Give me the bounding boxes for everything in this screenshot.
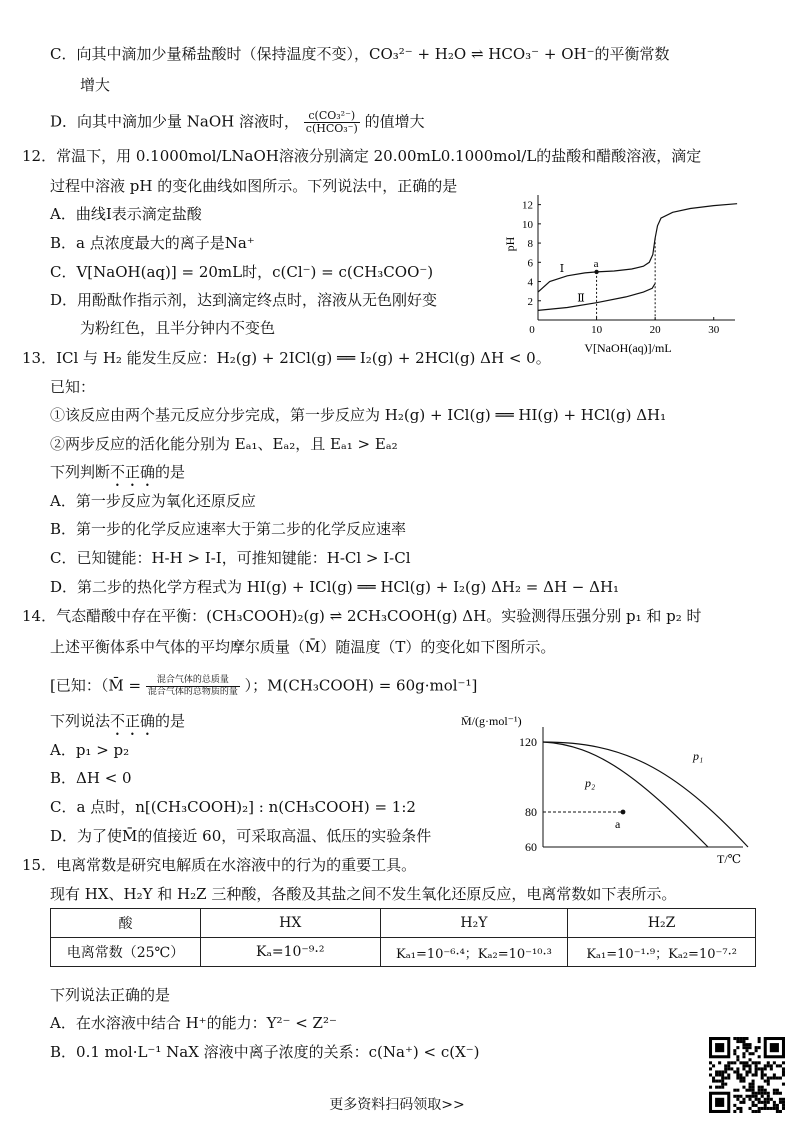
table-header-cell: H₂Z <box>568 909 756 938</box>
qr-module <box>736 1077 739 1080</box>
qr-module <box>730 1061 733 1064</box>
qr-module <box>712 1080 715 1083</box>
qr-module <box>745 1049 748 1052</box>
titration-chart-xlabel: V[NaOH(aq)]/mL <box>584 341 672 355</box>
fraction-denominator: c(HCO₃⁻) <box>305 122 358 135</box>
y-tick-label: 120 <box>519 735 537 749</box>
y-tick-label: 12 <box>522 199 533 212</box>
qr-module <box>742 1046 745 1049</box>
q12-stem: 12．常温下，用 0.1000mol/LNaOH溶液分别滴定 20.00mL0.1000mol/L的盐酸和醋酸溶液，滴定 <box>22 147 702 165</box>
q13-stem: 13．ICl 与 H₂ 能发生反应：H₂(g) + 2ICl(g) ══ I₂(g) + 2HCl(g) ΔH < 0。 <box>22 349 551 367</box>
qr-module <box>742 1067 745 1070</box>
qr-module <box>764 1073 767 1076</box>
qr-module <box>773 1073 776 1076</box>
q11-option-c: C．向其中滴加少量稀盐酸时（保持温度不变），CO₃²⁻ + H₂O ⇌ HCO₃⁻ + OH⁻的平衡常数 <box>50 45 670 63</box>
qr-module <box>745 1043 748 1046</box>
qr-module <box>709 1061 712 1064</box>
qr-module <box>758 1055 761 1058</box>
qr-module <box>745 1089 748 1092</box>
qr-module <box>745 1037 748 1040</box>
qr-module <box>755 1064 758 1067</box>
qr-module <box>742 1040 745 1043</box>
qr-module <box>718 1086 721 1089</box>
qr-module <box>755 1073 758 1076</box>
series-label-p1: p₁ <box>693 749 704 763</box>
q14-option-c: C．a 点时，n[(CH₃COOH)₂] : n(CH₃COOH) = 1:2 <box>50 798 416 816</box>
qr-module <box>752 1061 755 1064</box>
q13-ask <box>50 462 185 490</box>
qr-module <box>745 1070 748 1073</box>
qr-module <box>776 1077 779 1080</box>
point-a-label: a <box>615 817 621 831</box>
qr-module <box>733 1089 736 1092</box>
titration-chart <box>500 172 740 357</box>
qr-module <box>739 1040 742 1043</box>
qr-module <box>749 1064 752 1067</box>
qr-module <box>742 1055 745 1058</box>
table-cell: 电离常数（25℃） <box>51 938 201 967</box>
qr-module <box>749 1046 752 1049</box>
molar-mass-fraction <box>146 675 240 698</box>
qr-module <box>773 1089 776 1092</box>
qr-module <box>736 1055 739 1058</box>
qr-module <box>749 1052 752 1055</box>
table-header-cell: 酸 <box>51 909 201 938</box>
table-row <box>51 909 756 938</box>
qr-module <box>718 1070 721 1073</box>
qr-module <box>749 1070 752 1073</box>
q13-ask-emph: 不正确 <box>110 463 156 481</box>
q14-option-b: B．ΔH < 0 <box>50 769 132 787</box>
q11-option-d-text: D．向其中滴加少量 NaOH 溶液时， <box>50 112 300 131</box>
qr-module <box>736 1089 739 1092</box>
q15-option-b: B．0.1 mol·L⁻¹ NaX 溶液中离子浓度的关系：c(Na⁺) < c(X⁻) <box>50 1043 480 1061</box>
qr-module <box>709 1073 712 1076</box>
qr-module <box>721 1077 724 1080</box>
q14-known-a: [已知：（M̄ = <box>50 676 142 695</box>
qr-module <box>736 1070 739 1073</box>
qr-module <box>749 1067 752 1070</box>
qr-module <box>749 1043 752 1046</box>
qr-module <box>739 1073 742 1076</box>
qr-module <box>776 1089 779 1092</box>
qr-module <box>721 1070 724 1073</box>
qr-module <box>727 1073 730 1076</box>
qr-module <box>712 1064 715 1067</box>
q12-option-a: A．曲线Ⅰ表示滴定盐酸 <box>50 205 202 223</box>
qr-module <box>742 1052 745 1055</box>
q13-option-b: B．第一步的化学反应速率大于第二步的化学反应速率 <box>50 520 407 538</box>
qr-module <box>724 1083 727 1086</box>
qr-module <box>770 1067 773 1070</box>
qr-module <box>736 1037 739 1040</box>
series-line-p1 <box>543 742 748 847</box>
q12-stem-cont: 过程中溶液 pH 的变化曲线如图所示。下列说法中，正确的是 <box>50 177 458 195</box>
qr-module <box>739 1061 742 1064</box>
qr-module <box>724 1077 727 1080</box>
qr-module <box>749 1086 752 1089</box>
qr-module <box>776 1064 779 1067</box>
qr-module <box>782 1073 785 1076</box>
y-tick-label: 2 <box>527 295 533 308</box>
x-tick-label: 30 <box>708 324 720 336</box>
qr-module <box>767 1080 770 1083</box>
qr-module <box>721 1073 724 1076</box>
qr-module <box>758 1086 761 1089</box>
qr-module <box>736 1058 739 1061</box>
qr-module <box>715 1080 718 1083</box>
qr-module <box>739 1080 742 1083</box>
q13-ask-c: 的是 <box>155 463 186 481</box>
qr-module <box>712 1077 715 1080</box>
qr-module <box>733 1052 736 1055</box>
q15-ask: 下列说法正确的是 <box>50 986 171 1004</box>
qr-module <box>761 1070 764 1073</box>
q15-option-a: A．在水溶液中结合 H⁺的能力：Y²⁻ < Z²⁻ <box>50 1014 337 1032</box>
qr-module <box>718 1073 721 1076</box>
x-tick-label: 0 <box>529 324 535 336</box>
qr-module <box>739 1077 742 1080</box>
qr-module <box>733 1070 736 1073</box>
qr-module <box>767 1083 770 1086</box>
qr-module <box>745 1046 748 1049</box>
qr-module <box>752 1080 755 1083</box>
qr-module <box>749 1083 752 1086</box>
qr-module <box>715 1070 718 1073</box>
q11-option-d <box>50 110 425 135</box>
qr-module <box>736 1046 739 1049</box>
qr-module <box>758 1040 761 1043</box>
qr-module <box>736 1067 739 1070</box>
y-tick-label: 4 <box>527 276 533 289</box>
table-cell: Kₐ₁=10⁻⁶·⁴；Kₐ₂=10⁻¹⁰·³ <box>380 938 568 967</box>
q14-option-d: D．为了使M̄的值接近 60，可采取高温、低压的实验条件 <box>50 827 432 845</box>
q14-stem: 14．气态醋酸中存在平衡：(CH₃COOH)₂(g) ⇌ 2CH₃COOH(g) ΔH。实验测得压强分别 p₁ 和 p₂ 时 <box>22 607 702 625</box>
y-tick-label: 10 <box>522 218 533 231</box>
qr-module <box>764 1067 767 1070</box>
qr-module <box>709 1086 712 1089</box>
qr-module <box>749 1089 752 1092</box>
q13-option-c: C．已知键能：H-H > I-I，可推知键能：H-Cl > I-Cl <box>50 549 411 567</box>
q12-option-b: B．a 点浓度最大的离子是Na⁺ <box>50 234 255 252</box>
q11-option-d-tail: 的值增大 <box>364 112 425 131</box>
qr-module <box>767 1064 770 1067</box>
qr-module <box>779 1064 782 1067</box>
qr-module <box>742 1037 745 1040</box>
table-header-cell: H₂Y <box>380 909 568 938</box>
qr-module <box>733 1061 736 1064</box>
y-tick-label: 6 <box>527 257 533 270</box>
qr-module <box>764 1089 767 1092</box>
qr-module <box>749 1058 752 1061</box>
footer-text: 更多资料扫码领取>> <box>329 1097 465 1113</box>
molar-mass-numerator: 混合气体的总质量 <box>146 675 240 687</box>
qr-module <box>742 1064 745 1067</box>
qr-module <box>755 1046 758 1049</box>
qr-module <box>727 1077 730 1080</box>
qr-module <box>727 1061 730 1064</box>
qr-module <box>761 1089 764 1092</box>
qr-module <box>730 1067 733 1070</box>
qr-module <box>727 1064 730 1067</box>
qr-module <box>742 1080 745 1083</box>
series-line-p2 <box>543 742 708 847</box>
q14-ask-emph: 不正确 <box>110 712 156 730</box>
q12-option-d-cont: 为粉红色，且半分钟内不变色 <box>80 319 276 337</box>
qr-module <box>773 1077 776 1080</box>
qr-module <box>758 1061 761 1064</box>
qr-module <box>724 1064 727 1067</box>
molar-mass-denominator: 混合气体的总物质的量 <box>147 687 238 697</box>
qr-module <box>721 1083 724 1086</box>
qr-module <box>773 1061 776 1064</box>
qr-module <box>767 1077 770 1080</box>
y-tick-label: 8 <box>527 238 533 251</box>
qr-module <box>742 1043 745 1046</box>
x-tick-label: 20 <box>649 324 661 336</box>
q13-option-a: A．第一步反应为氧化还原反应 <box>50 492 256 510</box>
qr-module <box>764 1064 767 1067</box>
qr-module <box>779 1077 782 1080</box>
qr-module <box>745 1061 748 1064</box>
qr-module <box>755 1070 758 1073</box>
qr-module <box>767 1061 770 1064</box>
qr-module <box>761 1086 764 1089</box>
qr-module <box>761 1067 764 1070</box>
qr-module <box>721 1080 724 1083</box>
qr-module <box>758 1067 761 1070</box>
qr-module <box>770 1077 773 1080</box>
qr-module <box>733 1037 736 1040</box>
x-tick-label: 10 <box>591 324 603 336</box>
q13-option-d: D．第二步的热化学方程式为 HI(g) + ICl(g) ══ HCl(g) + I₂(g) ΔH₂ = ΔH − ΔH₁ <box>50 578 620 596</box>
q14-known <box>50 675 477 698</box>
qr-module <box>736 1040 739 1043</box>
q14-known-b: ）；M(CH₃COOH) = 60g·mol⁻¹] <box>244 676 478 695</box>
qr-module <box>739 1037 742 1040</box>
qr-module <box>709 1067 712 1070</box>
qr-module <box>752 1083 755 1086</box>
qr-module <box>736 1073 739 1076</box>
table-cell: Kₐ₁=10⁻¹·⁹；Kₐ₂=10⁻⁷·² <box>568 938 756 967</box>
q11-option-c-cont: 增大 <box>80 76 111 94</box>
q12-option-c: C．V[NaOH(aq)] = 20mL时，c(Cl⁻) = c(CH₃COO⁻) <box>50 263 434 281</box>
qr-module <box>755 1061 758 1064</box>
qr-module <box>752 1052 755 1055</box>
series-label: Ⅱ <box>577 292 585 305</box>
ionization-constant-table <box>50 908 756 967</box>
qr-module <box>782 1061 785 1064</box>
qr-module <box>733 1049 736 1052</box>
qr-module <box>745 1073 748 1076</box>
qr-module <box>745 1064 748 1067</box>
molar-mass-chart-ylabel: M̄/(g·mol⁻¹) <box>461 714 522 728</box>
qr-module <box>742 1061 745 1064</box>
q13-ask-a: 下列判断 <box>50 463 111 481</box>
molar-mass-chart <box>455 705 755 865</box>
qr-module <box>715 1086 718 1089</box>
qr-module <box>752 1086 755 1089</box>
molar-mass-chart-xlabel: T/℃ <box>717 852 742 865</box>
qr-module <box>724 1070 727 1073</box>
q14-ask-c: 的是 <box>155 712 186 730</box>
qr-module <box>782 1083 785 1086</box>
q14-ask-a: 下列说法 <box>50 712 111 730</box>
qr-module <box>718 1080 721 1083</box>
qr-module <box>782 1067 785 1070</box>
qr-module <box>758 1046 761 1049</box>
q13-known-2: ②两步反应的活化能分别为 Eₐ₁、Eₐ₂，且 Eₐ₁ > Eₐ₂ <box>50 435 398 453</box>
q14-option-a: A．p₁ > p₂ <box>50 741 130 759</box>
table-header-cell: HX <box>200 909 380 938</box>
qr-module <box>721 1086 724 1089</box>
q14-stem-cont: 上述平衡体系中气体的平均摩尔质量（M̄）随温度（T）的变化如下图所示。 <box>50 638 556 656</box>
q12-option-d: D．用酚酞作指示剂，达到滴定终点时，溶液从无色刚好变 <box>50 291 438 309</box>
qr-module <box>727 1067 730 1070</box>
qr-module <box>752 1089 755 1092</box>
qr-module <box>782 1070 785 1073</box>
q14-ask <box>50 711 185 739</box>
qr-module <box>761 1073 764 1076</box>
qr-module <box>718 1061 721 1064</box>
y-tick-label: 80 <box>525 805 537 819</box>
point-a <box>594 270 598 274</box>
point-a-label: a <box>593 257 599 270</box>
titration-chart-ylabel: pH <box>503 236 517 252</box>
fraction-numerator: c(CO₃²⁻) <box>304 110 360 123</box>
qr-module <box>764 1080 767 1083</box>
qr-module <box>761 1077 764 1080</box>
table-cell: Kₐ=10⁻⁹·² <box>200 938 380 967</box>
qr-finder-core <box>770 1043 779 1052</box>
fraction <box>304 110 360 135</box>
qr-finder-core <box>715 1043 724 1052</box>
q13-known-1: ①该反应由两个基元反应分步完成，第一步反应为 H₂(g) + ICl(g) ══ HI(g) + HCl(g) ΔH₁ <box>50 406 667 424</box>
qr-module <box>770 1064 773 1067</box>
qr-module <box>758 1089 761 1092</box>
series-label-p2: p₂ <box>585 776 596 790</box>
q15-stem: 15．电离常数是研究电解质在水溶液中的行为的重要工具。 <box>22 856 417 874</box>
qr-module <box>758 1037 761 1040</box>
qr-module <box>715 1073 718 1076</box>
table-row <box>51 938 756 967</box>
qr-module <box>742 1077 745 1080</box>
qr-module <box>755 1049 758 1052</box>
series-line-1 <box>538 204 737 292</box>
y-tick-label: 60 <box>525 840 537 854</box>
q15-stem-cont: 现有 HX、H₂Y 和 H₂Z 三种酸，各酸及其盐之间不发生氧化还原反应，电离常数如下表所示。 <box>50 885 677 903</box>
qr-module <box>742 1086 745 1089</box>
series-label: Ⅰ <box>559 262 565 275</box>
qr-module <box>755 1067 758 1070</box>
q13-known: 已知： <box>50 378 96 396</box>
point-a <box>621 810 626 815</box>
qr-module <box>724 1067 727 1070</box>
qr-module <box>752 1073 755 1076</box>
